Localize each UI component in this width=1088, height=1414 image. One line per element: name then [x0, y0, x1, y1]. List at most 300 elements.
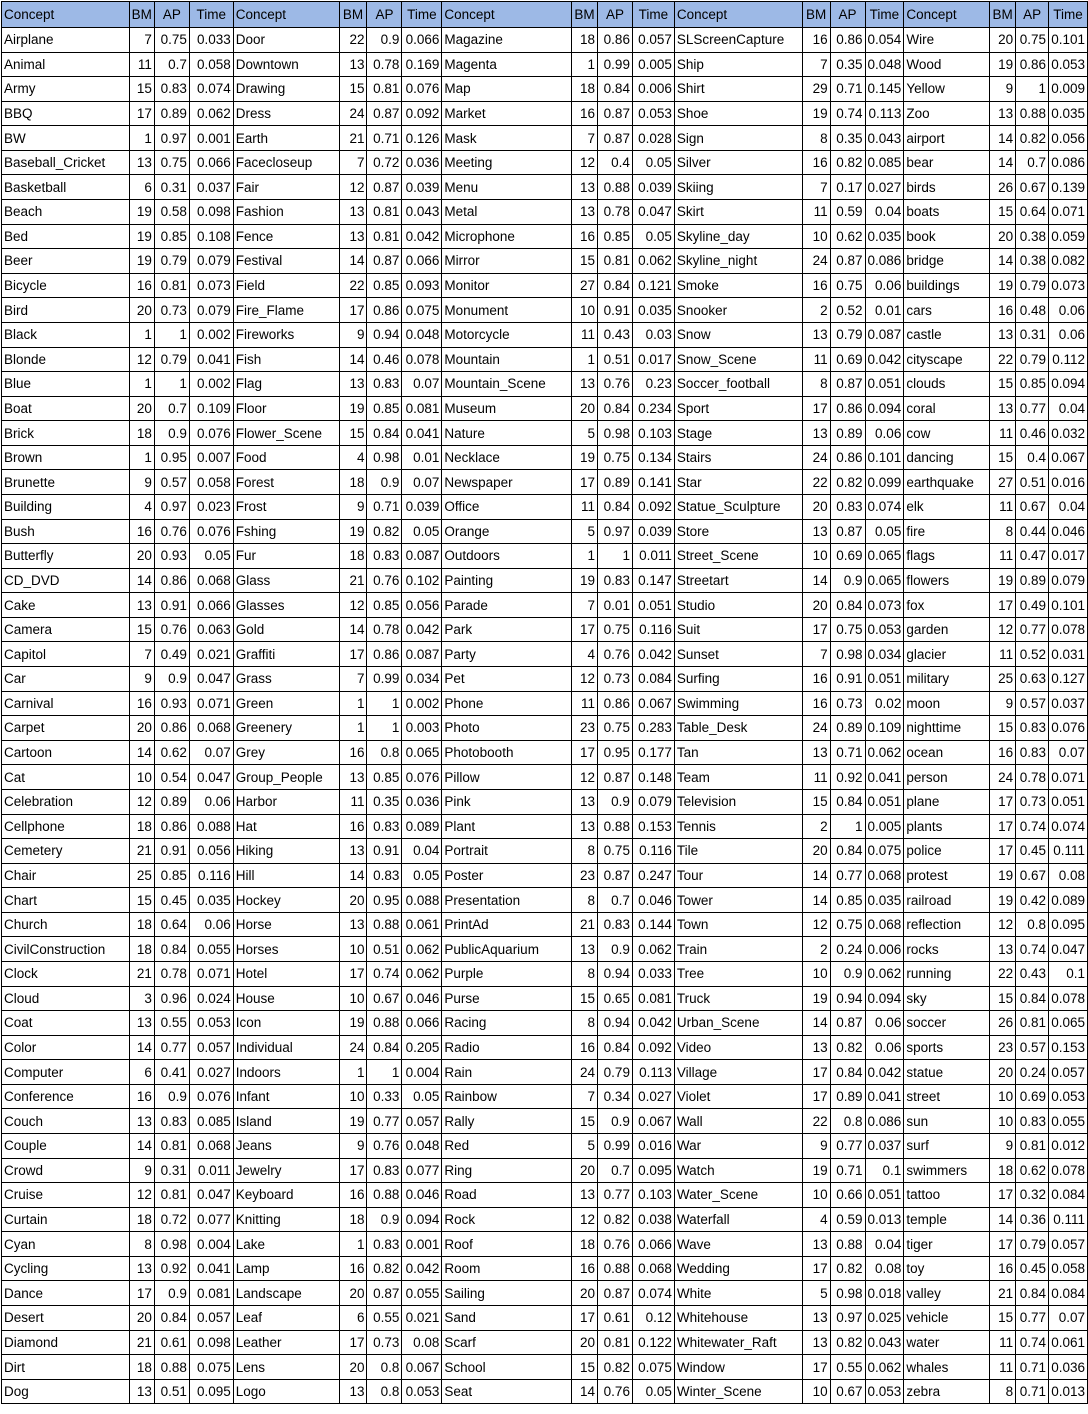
concept-cell: Silver: [674, 150, 802, 175]
ap-cell: 0.75: [830, 617, 865, 642]
header-concept-group-3: Concept: [442, 2, 572, 28]
table-row: [2, 445, 1088, 470]
ap-cell: 0.72: [154, 1207, 189, 1232]
concept-cell: railroad: [904, 888, 990, 913]
time-cell: 0.06: [189, 912, 233, 937]
concept-cell: Harbor: [233, 789, 339, 814]
ap-cell: 0.87: [830, 519, 865, 544]
time-cell: 0.098: [189, 200, 233, 225]
concept-cell: ocean: [904, 740, 990, 765]
time-cell: 0.103: [632, 421, 674, 446]
concept-cell: Meeting: [442, 150, 572, 175]
bm-cell: 23: [572, 716, 598, 741]
concept-cell: Glass: [233, 568, 339, 593]
ap-cell: 0.76: [367, 568, 402, 593]
bm-cell: 7: [129, 642, 154, 667]
time-cell: 0.011: [632, 544, 674, 569]
time-cell: 0.051: [632, 593, 674, 618]
time-cell: 0.113: [865, 101, 904, 126]
concept-cell: Cloud: [2, 986, 130, 1011]
header-bm-group-4: BM: [802, 2, 830, 28]
time-cell: 0.041: [865, 765, 904, 790]
time-cell: 0.013: [865, 1207, 904, 1232]
time-cell: 0.075: [865, 839, 904, 864]
time-cell: 0.139: [1049, 175, 1088, 200]
bm-cell: 21: [129, 1330, 154, 1355]
ap-cell: 0.98: [154, 1232, 189, 1257]
time-cell: 0.074: [1049, 814, 1088, 839]
ap-cell: 0.46: [367, 347, 402, 372]
bm-cell: 13: [990, 322, 1016, 347]
ap-cell: 0.76: [154, 617, 189, 642]
ap-cell: 0.78: [367, 617, 402, 642]
bm-cell: 16: [339, 740, 367, 765]
concept-cell: Skyline_day: [674, 224, 802, 249]
time-cell: 0.035: [865, 888, 904, 913]
concept-cell: Hiking: [233, 839, 339, 864]
time-cell: 0.05: [632, 224, 674, 249]
time-cell: 0.005: [632, 52, 674, 77]
time-cell: 0.046: [402, 986, 442, 1011]
time-cell: 0.051: [865, 372, 904, 397]
bm-cell: 7: [572, 1084, 598, 1109]
ap-cell: 0.4: [1016, 445, 1049, 470]
ap-cell: 0.9: [367, 28, 402, 53]
time-cell: 0.088: [402, 888, 442, 913]
header-time-group-2: Time: [402, 2, 442, 28]
concept-cell: Monitor: [442, 273, 572, 298]
ap-cell: 0.93: [154, 544, 189, 569]
time-cell: 0.065: [865, 568, 904, 593]
table-row: [2, 544, 1088, 569]
ap-cell: 0.8: [830, 1109, 865, 1134]
concept-cell: Horse: [233, 912, 339, 937]
ap-cell: 0.75: [598, 617, 633, 642]
ap-cell: 0.34: [598, 1084, 633, 1109]
bm-cell: 14: [802, 888, 830, 913]
time-cell: 0.102: [402, 568, 442, 593]
header-concept-group-4: Concept: [674, 2, 802, 28]
time-cell: 0.076: [402, 765, 442, 790]
time-cell: 0.046: [632, 888, 674, 913]
time-cell: 0.051: [865, 1183, 904, 1208]
concept-cell: Racing: [442, 1011, 572, 1036]
concept-cell: bear: [904, 150, 990, 175]
bm-cell: 10: [802, 224, 830, 249]
bm-cell: 13: [572, 814, 598, 839]
ap-cell: 0.76: [598, 1232, 633, 1257]
ap-cell: 0.94: [830, 986, 865, 1011]
concept-cell: Dress: [233, 101, 339, 126]
concept-cell: Parade: [442, 593, 572, 618]
bm-cell: 3: [129, 986, 154, 1011]
ap-cell: 0.84: [154, 937, 189, 962]
ap-cell: 0.84: [598, 396, 633, 421]
concept-cell: Tan: [674, 740, 802, 765]
bm-cell: 11: [572, 322, 598, 347]
concept-cell: Wedding: [674, 1256, 802, 1281]
bm-cell: 10: [802, 1379, 830, 1404]
time-cell: 0.073: [865, 593, 904, 618]
concept-cell: Hotel: [233, 961, 339, 986]
ap-cell: 0.87: [830, 1011, 865, 1036]
concept-cell: Coat: [2, 1011, 130, 1036]
concept-cell: Cake: [2, 593, 130, 618]
bm-cell: 16: [339, 814, 367, 839]
header-ap-group-4: AP: [830, 2, 865, 28]
concept-cell: Rain: [442, 1060, 572, 1085]
ap-cell: 0.7: [1016, 150, 1049, 175]
concept-cell: Floor: [233, 396, 339, 421]
bm-cell: 24: [802, 716, 830, 741]
concept-cell: Map: [442, 77, 572, 102]
bm-cell: 13: [129, 150, 154, 175]
time-cell: 0.074: [865, 494, 904, 519]
time-cell: 0.006: [865, 937, 904, 962]
bm-cell: 10: [339, 1084, 367, 1109]
concept-cell: Magazine: [442, 28, 572, 53]
ap-cell: 0.86: [367, 642, 402, 667]
bm-cell: 20: [129, 716, 154, 741]
bm-cell: 8: [572, 961, 598, 986]
time-cell: 0.074: [632, 1281, 674, 1306]
ap-cell: 0.78: [154, 961, 189, 986]
table-row: [2, 642, 1088, 667]
bm-cell: 13: [802, 1330, 830, 1355]
time-cell: 0.066: [402, 249, 442, 274]
time-cell: 0.057: [402, 1109, 442, 1134]
bm-cell: 13: [802, 519, 830, 544]
bm-cell: 4: [339, 445, 367, 470]
ap-cell: 0.79: [1016, 347, 1049, 372]
concept-cell: Metal: [442, 200, 572, 225]
ap-cell: 0.84: [154, 1306, 189, 1331]
time-cell: 0.024: [189, 986, 233, 1011]
table-row: [2, 1207, 1088, 1232]
ap-cell: 1: [1016, 77, 1049, 102]
ap-cell: 0.74: [367, 961, 402, 986]
concept-cell: Portrait: [442, 839, 572, 864]
bm-cell: 12: [129, 789, 154, 814]
time-cell: 0.094: [865, 986, 904, 1011]
bm-cell: 10: [802, 544, 830, 569]
ap-cell: 0.89: [830, 421, 865, 446]
concept-cell: Yellow: [904, 77, 990, 102]
concept-cell: Group_People: [233, 765, 339, 790]
time-cell: 0.087: [865, 322, 904, 347]
time-cell: 0.169: [402, 52, 442, 77]
bm-cell: 14: [339, 347, 367, 372]
ap-cell: 0.43: [1016, 961, 1049, 986]
ap-cell: 0.75: [598, 839, 633, 864]
table-row: [2, 101, 1088, 126]
concept-cell: Ship: [674, 52, 802, 77]
concept-cell: Urban_Scene: [674, 1011, 802, 1036]
concept-cell: Logo: [233, 1379, 339, 1404]
time-cell: 0.006: [632, 77, 674, 102]
concept-cell: Streetart: [674, 568, 802, 593]
bm-cell: 1: [129, 372, 154, 397]
bm-cell: 18: [572, 77, 598, 102]
bm-cell: 18: [990, 1158, 1016, 1183]
table-row: [2, 273, 1088, 298]
ap-cell: 0.72: [367, 150, 402, 175]
ap-cell: 0.45: [1016, 839, 1049, 864]
bm-cell: 13: [339, 839, 367, 864]
header-bm-group-1: BM: [129, 2, 154, 28]
concept-cell: Smoke: [674, 273, 802, 298]
concept-cell: swimmers: [904, 1158, 990, 1183]
time-cell: 0.112: [1049, 347, 1088, 372]
ap-cell: 0.99: [598, 1134, 633, 1159]
time-cell: 0.084: [1049, 1183, 1088, 1208]
time-cell: 0.03: [632, 322, 674, 347]
concept-cell: Fireworks: [233, 322, 339, 347]
ap-cell: 0.84: [598, 77, 633, 102]
time-cell: 0.028: [632, 126, 674, 151]
ap-cell: 0.9: [154, 1281, 189, 1306]
concept-cell: Animal: [2, 52, 130, 77]
bm-cell: 17: [990, 1183, 1016, 1208]
ap-cell: 0.96: [154, 986, 189, 1011]
ap-cell: 0.67: [1016, 863, 1049, 888]
time-cell: 0.071: [1049, 200, 1088, 225]
time-cell: 0.032: [1049, 421, 1088, 446]
concept-cell: Car: [2, 667, 130, 692]
ap-cell: 0.35: [830, 126, 865, 151]
ap-cell: 0.84: [830, 789, 865, 814]
bm-cell: 11: [990, 494, 1016, 519]
time-cell: 0.101: [1049, 28, 1088, 53]
bm-cell: 23: [990, 1035, 1016, 1060]
ap-cell: 1: [830, 814, 865, 839]
ap-cell: 0.86: [830, 396, 865, 421]
bm-cell: 19: [339, 396, 367, 421]
time-cell: 0.031: [1049, 642, 1088, 667]
concept-cell: cow: [904, 421, 990, 446]
ap-cell: 0.82: [830, 470, 865, 495]
ap-cell: 0.41: [154, 1060, 189, 1085]
time-cell: 0.081: [402, 396, 442, 421]
bm-cell: 17: [990, 593, 1016, 618]
time-cell: 0.062: [865, 1355, 904, 1380]
ap-cell: 0.48: [1016, 298, 1049, 323]
bm-cell: 21: [339, 568, 367, 593]
table-row: [2, 52, 1088, 77]
table-row: [2, 421, 1088, 446]
bm-cell: 12: [572, 1207, 598, 1232]
bm-cell: 1: [572, 544, 598, 569]
bm-cell: 10: [802, 961, 830, 986]
table-row: [2, 77, 1088, 102]
table-row: [2, 863, 1088, 888]
bm-cell: 19: [339, 519, 367, 544]
bm-cell: 9: [990, 691, 1016, 716]
bm-cell: 19: [339, 1011, 367, 1036]
ap-cell: 0.89: [154, 789, 189, 814]
concept-cell: Seat: [442, 1379, 572, 1404]
table-row: [2, 322, 1088, 347]
ap-cell: 0.83: [1016, 716, 1049, 741]
ap-cell: 0.7: [598, 1158, 633, 1183]
concept-cell: Beer: [2, 249, 130, 274]
bm-cell: 16: [572, 1035, 598, 1060]
concept-cell: Downtown: [233, 52, 339, 77]
time-cell: 0.063: [189, 617, 233, 642]
ap-cell: 0.86: [1016, 52, 1049, 77]
bm-cell: 11: [990, 1330, 1016, 1355]
time-cell: 0.055: [1049, 1109, 1088, 1134]
concept-cell: Mountain_Scene: [442, 372, 572, 397]
ap-cell: 0.76: [598, 642, 633, 667]
time-cell: 0.06: [1049, 322, 1088, 347]
time-cell: 0.05: [402, 863, 442, 888]
ap-cell: 0.64: [154, 912, 189, 937]
bm-cell: 19: [990, 273, 1016, 298]
time-cell: 0.066: [402, 1011, 442, 1036]
ap-cell: 0.51: [154, 1379, 189, 1404]
bm-cell: 17: [572, 470, 598, 495]
time-cell: 0.077: [402, 1158, 442, 1183]
bm-cell: 13: [339, 52, 367, 77]
ap-cell: 0.85: [598, 224, 633, 249]
ap-cell: 0.97: [154, 126, 189, 151]
time-cell: 0.038: [632, 1207, 674, 1232]
ap-cell: 0.52: [1016, 642, 1049, 667]
bm-cell: 24: [802, 445, 830, 470]
time-cell: 0.078: [1049, 986, 1088, 1011]
time-cell: 0.103: [632, 1183, 674, 1208]
bm-cell: 1: [339, 691, 367, 716]
ap-cell: 0.88: [367, 1011, 402, 1036]
time-cell: 0.034: [865, 642, 904, 667]
time-cell: 0.084: [1049, 1281, 1088, 1306]
time-cell: 0.037: [189, 175, 233, 200]
ap-cell: 0.45: [1016, 1256, 1049, 1281]
table-row: [2, 396, 1088, 421]
concept-cell: Necklace: [442, 445, 572, 470]
bm-cell: 12: [802, 912, 830, 937]
concept-cell: Earth: [233, 126, 339, 151]
bm-cell: 9: [339, 494, 367, 519]
ap-cell: 0.82: [1016, 126, 1049, 151]
bm-cell: 13: [572, 175, 598, 200]
bm-cell: 20: [802, 839, 830, 864]
bm-cell: 8: [572, 1011, 598, 1036]
time-cell: 0.062: [632, 937, 674, 962]
header-concept-group-1: Concept: [2, 2, 130, 28]
time-cell: 0.109: [189, 396, 233, 421]
bm-cell: 9: [129, 470, 154, 495]
concept-cell: Water_Scene: [674, 1183, 802, 1208]
bm-cell: 18: [339, 1207, 367, 1232]
ap-cell: 0.81: [367, 224, 402, 249]
ap-cell: 0.9: [154, 1084, 189, 1109]
bm-cell: 16: [572, 101, 598, 126]
time-cell: 0.06: [865, 273, 904, 298]
time-cell: 0.067: [632, 1109, 674, 1134]
bm-cell: 13: [802, 1306, 830, 1331]
ap-cell: 0.87: [598, 101, 633, 126]
time-cell: 0.057: [1049, 1232, 1088, 1257]
time-cell: 0.094: [865, 396, 904, 421]
ap-cell: 0.4: [598, 150, 633, 175]
time-cell: 0.017: [1049, 544, 1088, 569]
bm-cell: 11: [339, 789, 367, 814]
header-bm-group-2: BM: [339, 2, 367, 28]
table-row: [2, 888, 1088, 913]
bm-cell: 13: [339, 1379, 367, 1404]
ap-cell: 0.83: [830, 494, 865, 519]
table-row: [2, 1060, 1088, 1085]
ap-cell: 1: [154, 322, 189, 347]
bm-cell: 20: [572, 1158, 598, 1183]
ap-cell: 0.85: [154, 863, 189, 888]
time-cell: 0.079: [189, 298, 233, 323]
concept-cell: Photo: [442, 716, 572, 741]
bm-cell: 10: [339, 937, 367, 962]
ap-cell: 0.46: [1016, 421, 1049, 446]
time-cell: 0.065: [1049, 1011, 1088, 1036]
time-cell: 0.002: [189, 372, 233, 397]
ap-cell: 0.62: [154, 740, 189, 765]
concept-cell: Forest: [233, 470, 339, 495]
ap-cell: 0.47: [1016, 544, 1049, 569]
concept-cell: School: [442, 1355, 572, 1380]
bm-cell: 10: [990, 1109, 1016, 1134]
bm-cell: 11: [129, 52, 154, 77]
concept-cell: Black: [2, 322, 130, 347]
table-row: [2, 1035, 1088, 1060]
bm-cell: 11: [990, 544, 1016, 569]
header-time-group-3: Time: [632, 2, 674, 28]
concept-cell: Facecloseup: [233, 150, 339, 175]
concept-cell: Stairs: [674, 445, 802, 470]
time-cell: 0.071: [189, 691, 233, 716]
concept-cell: Dirt: [2, 1355, 130, 1380]
time-cell: 0.051: [865, 789, 904, 814]
ap-cell: 0.87: [830, 249, 865, 274]
concept-cell: cityscape: [904, 347, 990, 372]
ap-cell: 0.24: [830, 937, 865, 962]
ap-cell: 0.97: [154, 494, 189, 519]
ap-cell: 0.36: [1016, 1207, 1049, 1232]
ap-cell: 0.64: [1016, 200, 1049, 225]
bm-cell: 20: [339, 1281, 367, 1306]
ap-cell: 0.75: [598, 716, 633, 741]
bm-cell: 13: [572, 200, 598, 225]
time-cell: 0.134: [632, 445, 674, 470]
bm-cell: 10: [990, 1084, 1016, 1109]
bm-cell: 16: [129, 1084, 154, 1109]
concept-cell: running: [904, 961, 990, 986]
time-cell: 0.144: [632, 912, 674, 937]
bm-cell: 19: [572, 568, 598, 593]
concept-cell: Field: [233, 273, 339, 298]
bm-cell: 6: [129, 175, 154, 200]
ap-cell: 0.86: [154, 716, 189, 741]
bm-cell: 20: [129, 298, 154, 323]
time-cell: 0.111: [1049, 839, 1088, 864]
time-cell: 0.046: [402, 1183, 442, 1208]
concept-cell: fox: [904, 593, 990, 618]
bm-cell: 25: [990, 667, 1016, 692]
table-row: [2, 1355, 1088, 1380]
concept-cell: moon: [904, 691, 990, 716]
ap-cell: 0.9: [367, 470, 402, 495]
concept-cell: BW: [2, 126, 130, 151]
bm-cell: 22: [802, 470, 830, 495]
